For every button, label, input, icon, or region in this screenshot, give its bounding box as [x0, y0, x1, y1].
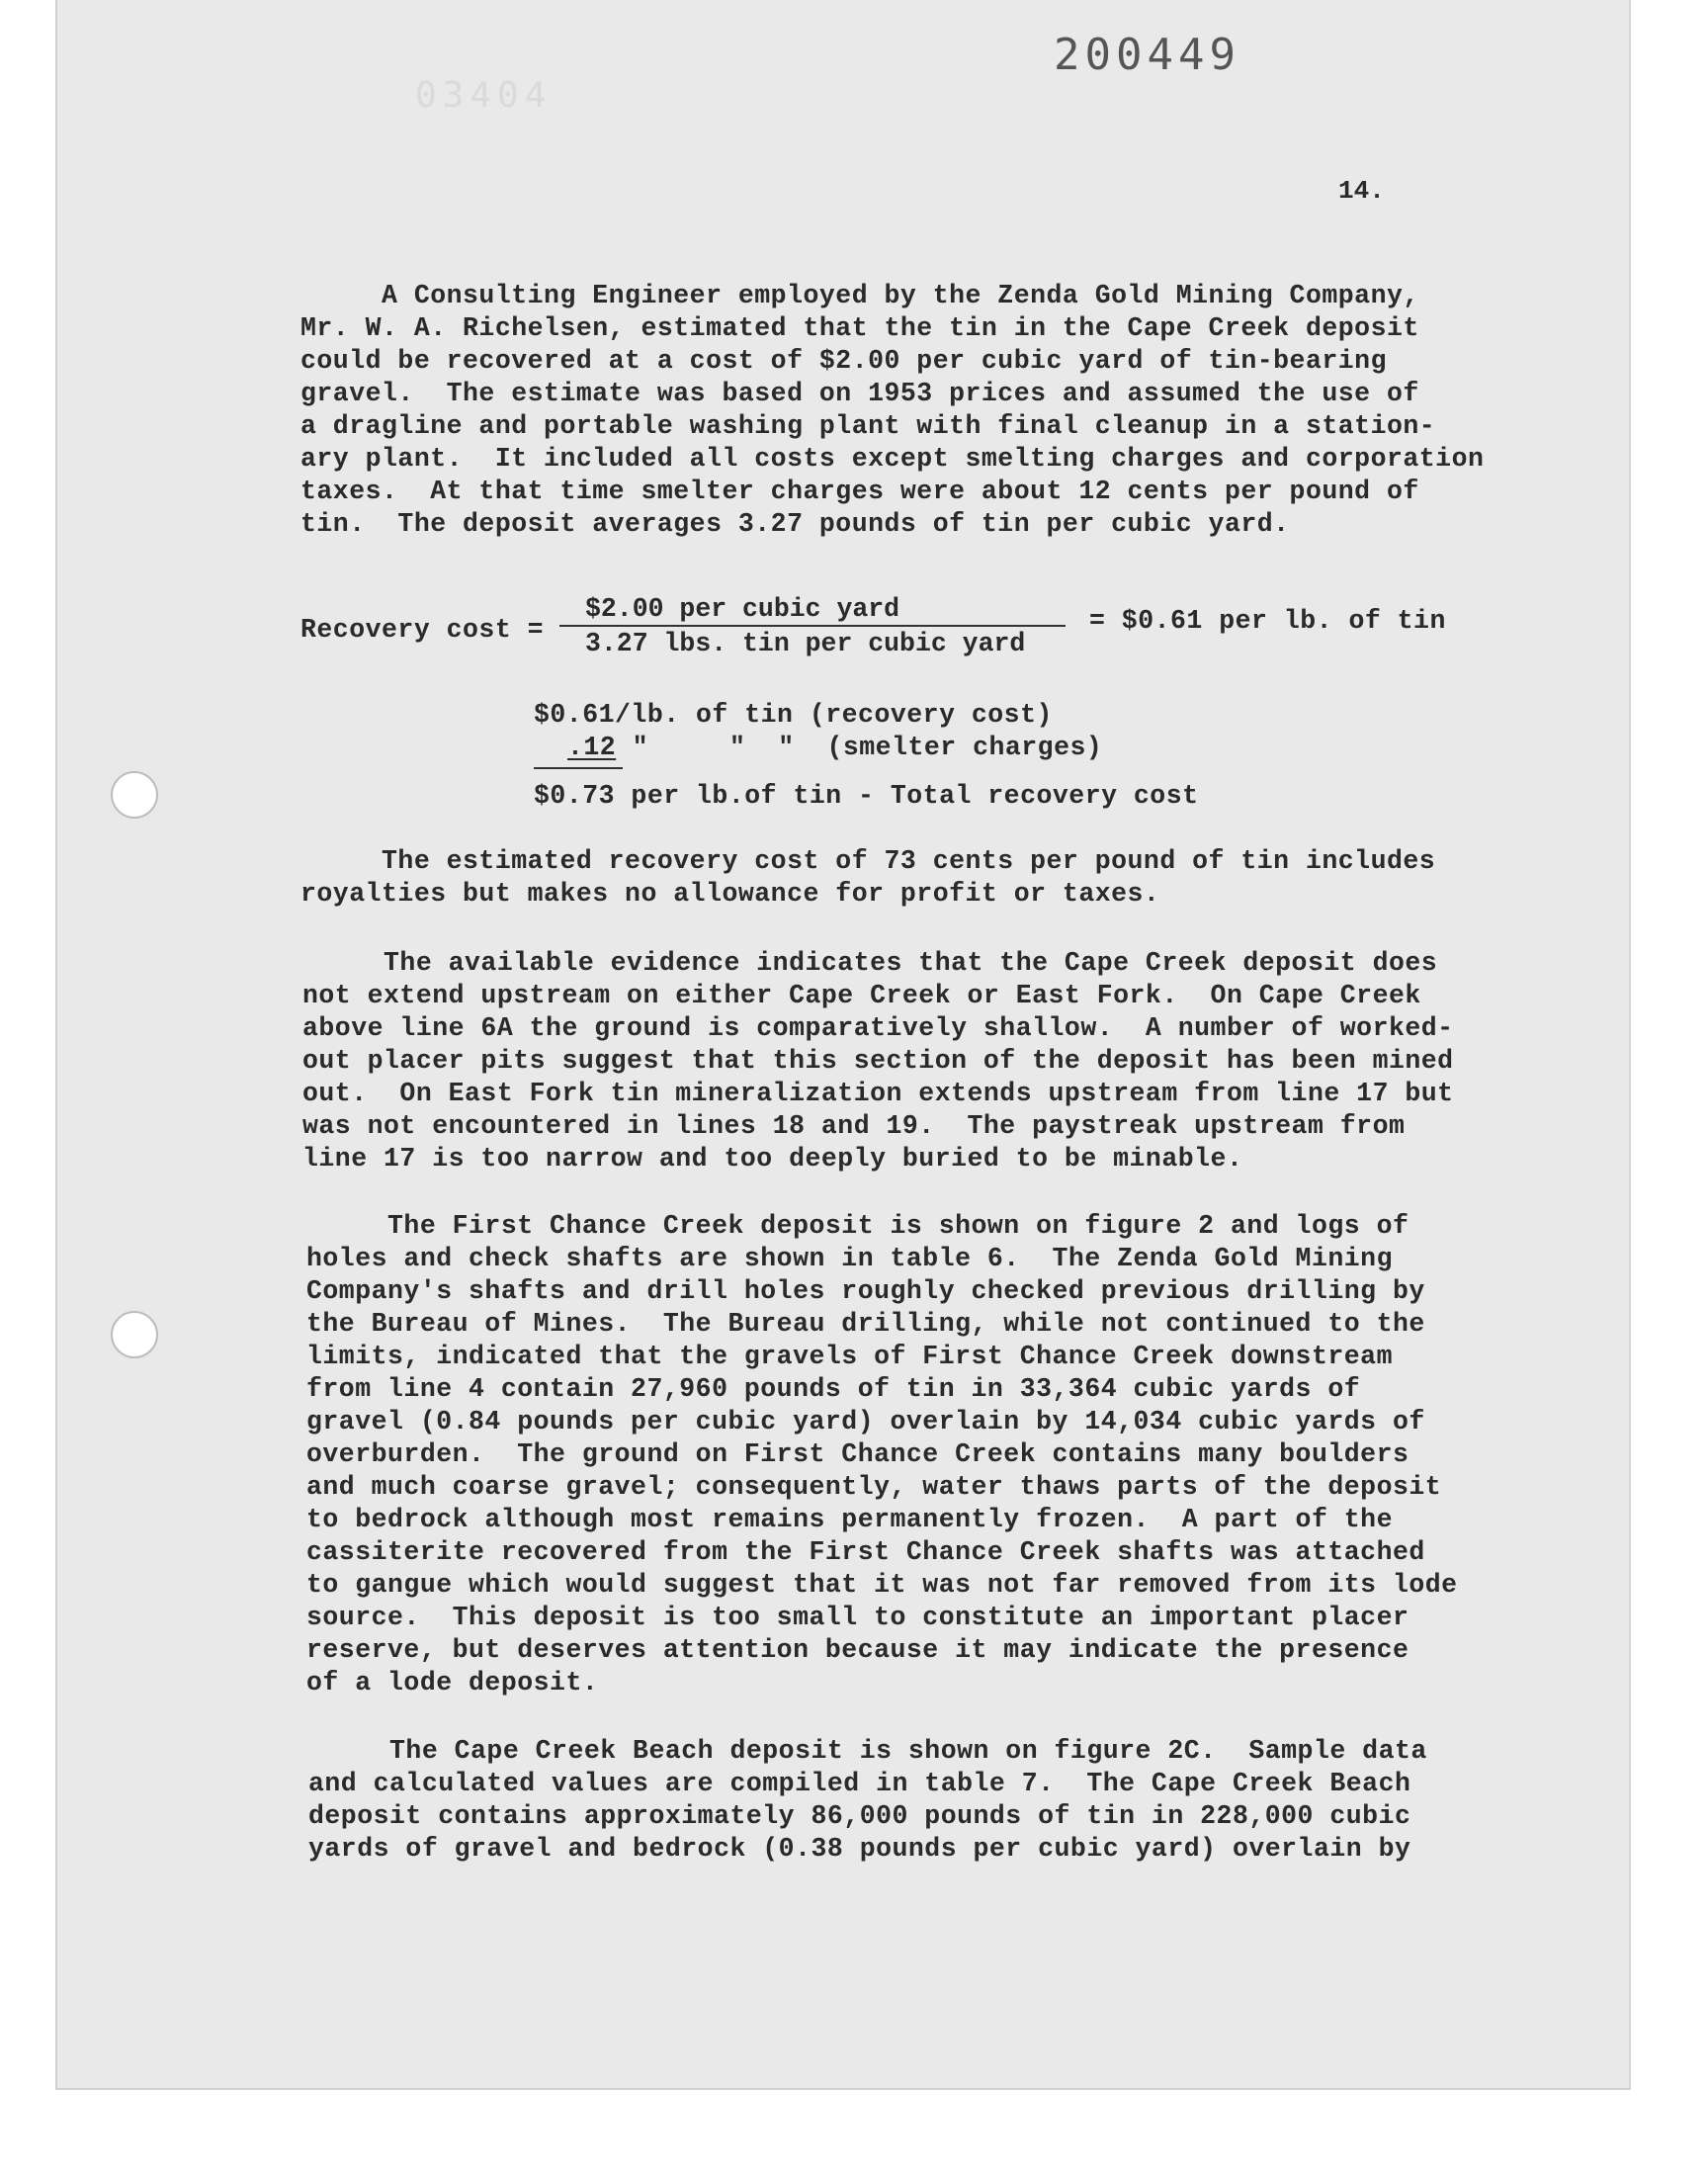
paragraph-1-line: ary plant. It included all costs except smelting charges and corporation	[300, 444, 1485, 474]
paragraph-1-line: tin. The deposit averages 3.27 pounds of tin per cubic yard.	[300, 509, 1290, 539]
paragraph-3-line: line 17 is too narrow and too deeply buried to be minable.	[302, 1144, 1243, 1174]
paragraph-4-line: holes and check shafts are shown in table 6. The Zenda Gold Mining	[306, 1244, 1393, 1273]
calc-smelter-value: .12	[567, 733, 617, 762]
paragraph-2-line: royalties but makes no allowance for profit or taxes.	[300, 879, 1160, 909]
calc-sum-rule	[534, 767, 623, 769]
paragraph-3-line: above line 6A the ground is comparatively shallow. A number of worked-	[302, 1013, 1454, 1043]
paragraph-3-line: out. On East Fork tin mineralization extends upstream from line 17 but	[302, 1079, 1454, 1108]
paragraph-4-line: gravel (0.84 pounds per cubic yard) overlain by 14,034 cubic yards of	[306, 1407, 1425, 1436]
formula-label: Recovery cost =	[300, 615, 545, 645]
calc-recovery-line: $0.61/lb. of tin (recovery cost)	[534, 700, 1053, 730]
paragraph-3-line: was not encountered in lines 18 and 19. The paystreak upstream from	[302, 1111, 1406, 1141]
paragraph-3-line: out placer pits suggest that this section of the deposit has been mined	[302, 1046, 1454, 1076]
paragraph-1-line: gravel. The estimate was based on 1953 prices and assumed the use of	[300, 379, 1419, 408]
calc-smelter-line	[534, 733, 1102, 762]
paragraph-4-line: source. This deposit is too small to constitute an important placer	[306, 1603, 1409, 1632]
paragraph-5-line: yards of gravel and bedrock (0.38 pounds per cubic yard) overlain by	[308, 1834, 1411, 1864]
paragraph-1-line: Mr. W. A. Richelsen, estimated that the tin in the Cape Creek deposit	[300, 313, 1419, 343]
punch-hole-bottom	[111, 1311, 158, 1358]
paragraph-4-line: The First Chance Creek deposit is shown on figure 2 and logs of	[306, 1211, 1409, 1241]
paragraph-4-line: limits, indicated that the gravels of First Chance Creek downstream	[306, 1342, 1393, 1371]
formula-denominator: 3.27 lbs. tin per cubic yard	[585, 629, 1026, 658]
paragraph-3-line: The available evidence indicates that the Cape Creek deposit does	[302, 948, 1438, 978]
paragraph-4-line: from line 4 contain 27,960 pounds of tin in 33,364 cubic yards of	[306, 1374, 1361, 1404]
formula-fraction-bar	[559, 625, 1066, 627]
paragraph-5-line: deposit contains approximately 86,000 pounds of tin in 228,000 cubic	[308, 1801, 1411, 1831]
paragraph-5-line: and calculated values are compiled in table 7. The Cape Creek Beach	[308, 1769, 1411, 1798]
formula-result: = $0.61 per lb. of tin	[1089, 606, 1446, 636]
paragraph-1-line: a dragline and portable washing plant with final cleanup in a station-	[300, 411, 1436, 441]
paragraph-4-line: overburden. The ground on First Chance Creek contains many boulders	[306, 1439, 1409, 1469]
paragraph-4-line: Company's shafts and drill holes roughly checked previous drilling by	[306, 1276, 1425, 1306]
paragraph-2-line: The estimated recovery cost of 73 cents per pound of tin includes	[300, 846, 1436, 876]
formula-numerator: $2.00 per cubic yard	[585, 594, 900, 624]
paragraph-1-line: taxes. At that time smelter charges were about 12 cents per pound of	[300, 477, 1419, 506]
document-stamp: 200449	[1054, 30, 1240, 80]
paragraph-5-line: The Cape Creek Beach deposit is shown on figure 2C. Sample data	[308, 1736, 1427, 1766]
paragraph-1-line: A Consulting Engineer employed by the Zenda Gold Mining Company,	[300, 281, 1419, 310]
paragraph-1-line: could be recovered at a cost of $2.00 per cubic yard of tin-bearing	[300, 346, 1387, 376]
paragraph-4-line: reserve, but deserves attention because it may indicate the presence	[306, 1635, 1409, 1665]
paragraph-4-line: of a lode deposit.	[306, 1668, 599, 1697]
punch-hole-top	[111, 771, 158, 819]
paragraph-4-line: and much coarse gravel; consequently, water thaws parts of the deposit	[306, 1472, 1442, 1502]
paragraph-4-line: the Bureau of Mines. The Bureau drilling, while not continued to the	[306, 1309, 1425, 1339]
paragraph-4-line: to bedrock although most remains permanently frozen. A part of the	[306, 1505, 1393, 1534]
page-number: 14.	[1338, 176, 1385, 206]
calc-total-line: $0.73 per lb.of tin - Total recovery cost	[534, 781, 1199, 811]
paragraph-4-line: to gangue which would suggest that it was not far removed from its lode	[306, 1570, 1458, 1600]
faint-stamp: 03404	[415, 75, 553, 116]
paragraph-3-line: not extend upstream on either Cape Creek or East Fork. On Cape Creek	[302, 981, 1421, 1010]
paragraph-4-line: cassiterite recovered from the First Chance Creek shafts was attached	[306, 1537, 1425, 1567]
calc-smelter-label: " " " (smelter charges)	[616, 733, 1103, 762]
